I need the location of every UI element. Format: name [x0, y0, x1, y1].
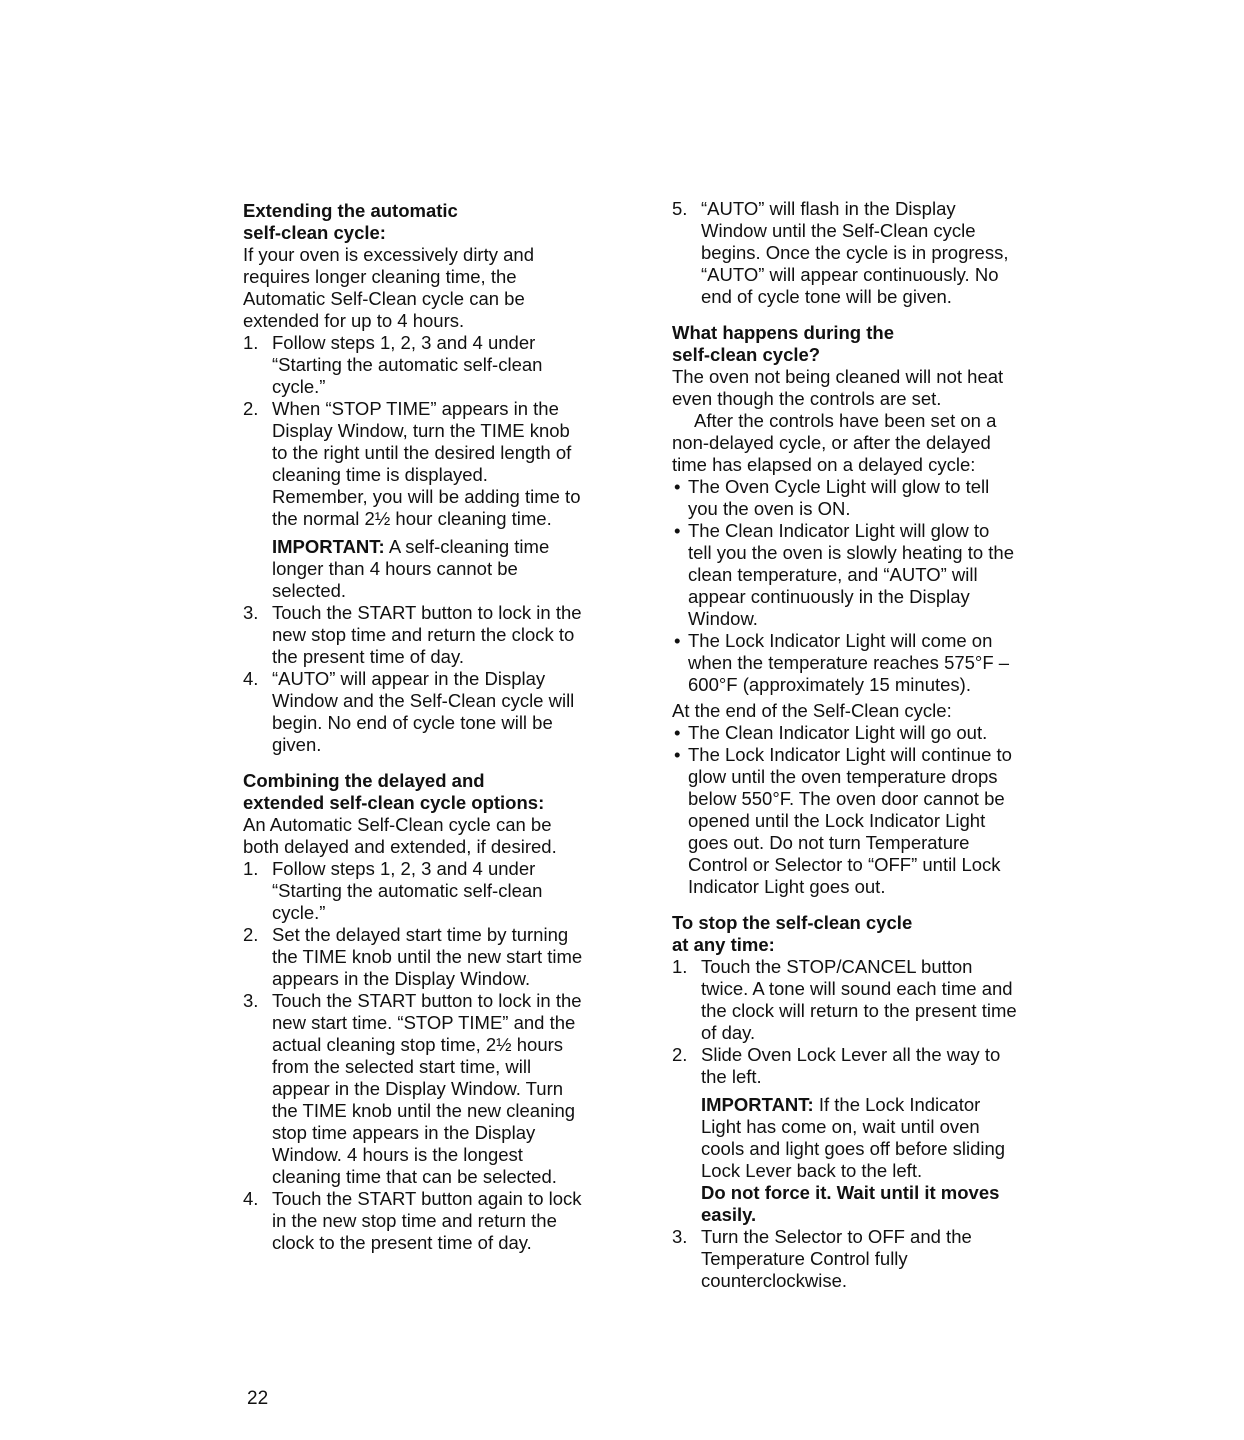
bullet-text: The Lock Indicator Light will come on when the temperature reaches 575°F – 600°F (approximately 15 minutes). [688, 630, 1010, 695]
list-item [243, 668, 588, 756]
list-item [672, 520, 1017, 630]
step-number: 2. [243, 924, 259, 945]
heading-line-2: at any time: [672, 934, 775, 955]
important-bold-text: Do not force it. Wait until it moves easily. [701, 1182, 1000, 1225]
step-text: Slide Oven Lock Lever all the way to the left. [701, 1044, 1001, 1087]
bullet-text: The Lock Indicator Light will continue to glow until the oven temperature drops below 550°F. The oven door cannot be opened until the Lock Indicator Light goes out. Do not turn Temperature Control or Selector to “OFF” until Lock Indicator Light goes out. [688, 744, 1012, 897]
section-heading-extending [243, 200, 588, 244]
important-note [272, 536, 588, 602]
list-item [243, 858, 588, 924]
step-number: 3. [243, 990, 259, 1011]
step-number: 4. [243, 1188, 259, 1209]
right-column [672, 198, 1017, 1292]
step-text: Follow steps 1, 2, 3 and 4 under “Starting the automatic self-clean cycle.” [272, 332, 543, 397]
bullet-text: The Clean Indicator Light will go out. [688, 722, 988, 743]
section-heading-to-stop [672, 912, 1017, 956]
bullet-icon: • [674, 630, 681, 651]
list-item [672, 476, 1017, 520]
step-text: Set the delayed start time by turning the TIME knob until the new start time appears in the Display Window. [272, 924, 583, 989]
list-item [672, 630, 1017, 696]
step-text: Touch the START button to lock in the new stop time and return the clock to the present time of day. [272, 602, 582, 667]
step-number: 3. [672, 1226, 688, 1247]
bullet-icon: • [674, 476, 681, 497]
step-number: 5. [672, 198, 688, 219]
heading-line-1: What happens during the [672, 322, 894, 343]
step-number: 2. [243, 398, 259, 419]
step-text: “AUTO” will appear in the Display Window and the Self-Clean cycle will begin. No end of cycle tone will be given. [272, 668, 575, 755]
step-text: Touch the START button to lock in the new start time. “STOP TIME” and the actual cleaning stop time, 2½ hours from the selected start time, will appear in the Display Window. Turn the TIME knob until the new cleaning stop time appears in the Display Window. 4 hours is the longest cleaning time that can be selected. [272, 990, 582, 1187]
paragraph: At the end of the Self-Clean cycle: [672, 700, 952, 721]
step-text: When “STOP TIME” appears in the Display Window, turn the TIME knob to the right until the desired length of cleaning time is displayed. Remember, you will be adding time to the normal 2½ hour cleaning time. [272, 398, 581, 529]
bullet-text: The Clean Indicator Light will glow to tell you the oven is slowly heating to the clean temperature, and “AUTO” will appear continuously in the Display Window. [688, 520, 1014, 629]
bullet-text: The Oven Cycle Light will glow to tell you the oven is ON. [688, 476, 990, 519]
list-item [672, 722, 1017, 744]
step-text: Touch the STOP/CANCEL button twice. A tone will sound each time and the clock will return to the present time of day. [701, 956, 1017, 1043]
steps-list [672, 956, 1017, 1292]
step-text: “AUTO” will flash in the Display Window until the Self-Clean cycle begins. Once the cycle is in progress, “AUTO” will appear continuously. No end of cycle tone will be given. [701, 198, 1009, 307]
heading-line-2: self-clean cycle? [672, 344, 821, 365]
list-item [243, 398, 588, 602]
page-number: 22 [247, 1388, 269, 1409]
list-item [243, 1188, 588, 1254]
steps-list-continued [672, 198, 1017, 308]
step-number: 1. [243, 332, 259, 353]
important-text: If the Lock Indicator Light has come on, wait until oven cools and light goes off before sliding Lock Lever back to the left. [701, 1094, 1006, 1181]
list-item [672, 744, 1017, 898]
list-item [243, 602, 588, 668]
heading-line-2: self-clean cycle: [243, 222, 386, 243]
step-number: 2. [672, 1044, 688, 1065]
important-label: IMPORTANT: [701, 1094, 814, 1115]
heading-line-1: Combining the delayed and [243, 770, 485, 791]
list-item [672, 1226, 1017, 1292]
bullet-list [672, 476, 1017, 696]
section-heading-combining [243, 770, 588, 814]
list-item [672, 198, 1017, 308]
list-item [243, 924, 588, 990]
important-label: IMPORTANT: [272, 536, 385, 557]
paragraph: After the controls have been set on a non-delayed cycle, or after the delayed time has elapsed on a delayed cycle: [672, 410, 997, 475]
bullet-icon: • [674, 520, 681, 541]
list-item [243, 332, 588, 398]
heading-line-2: extended self-clean cycle options: [243, 792, 545, 813]
heading-line-1: To stop the self-clean cycle [672, 912, 913, 933]
step-text: Follow steps 1, 2, 3 and 4 under “Starting the automatic self-clean cycle.” [272, 858, 543, 923]
step-number: 1. [243, 858, 259, 879]
step-number: 3. [243, 602, 259, 623]
section-heading-what-happens [672, 322, 1017, 366]
list-item [243, 990, 588, 1188]
important-note [701, 1094, 1017, 1226]
step-number: 4. [243, 668, 259, 689]
step-number: 1. [672, 956, 688, 977]
bullet-icon: • [674, 722, 681, 743]
heading-line-1: Extending the automatic [243, 200, 458, 221]
bullet-list [672, 722, 1017, 898]
list-item [672, 956, 1017, 1044]
left-column [243, 200, 588, 1254]
steps-list [243, 332, 588, 756]
paragraph: The oven not being cleaned will not heat even though the controls are set. [672, 366, 1004, 409]
step-text: Turn the Selector to OFF and the Temperature Control fully counterclockwise. [701, 1226, 972, 1291]
step-text: Touch the START button again to lock in the new stop time and return the clock to the present time of day. [272, 1188, 582, 1253]
paragraph-intro: An Automatic Self-Clean cycle can be both delayed and extended, if desired. [243, 814, 557, 857]
bullet-icon: • [674, 744, 681, 765]
steps-list [243, 858, 588, 1254]
important-text: A self-cleaning time longer than 4 hours cannot be selected. [272, 536, 550, 601]
list-item [672, 1044, 1017, 1226]
paragraph-intro: If your oven is excessively dirty and requires longer cleaning time, the Automatic Self-Clean cycle can be extended for up to 4 hours. [243, 244, 534, 331]
